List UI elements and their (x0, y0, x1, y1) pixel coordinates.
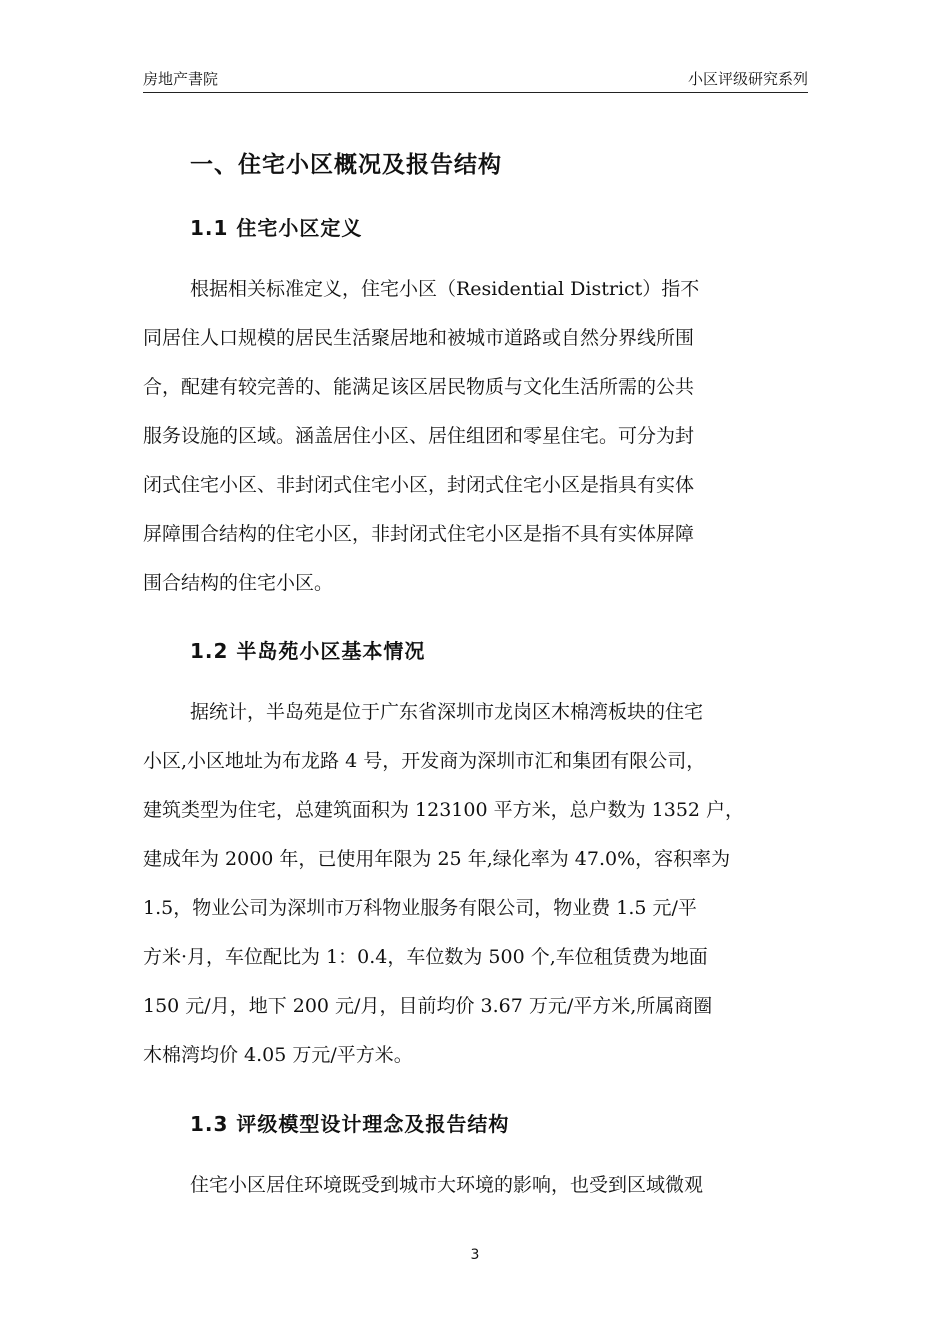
header-series: 小区评级研究系列 (687, 70, 808, 88)
paragraph-line: 150 元/月，地下 200 元/月，目前均价 3.67 万元/平方米,所属商圈 (143, 995, 713, 1017)
header-publisher: 房地产書院 (143, 70, 219, 88)
paragraph-line: 方米·月，车位配比为 1：0.4，车位数为 500 个,车位租赁费为地面 (143, 946, 708, 968)
paragraph-line: 据统计，半岛苑是位于广东省深圳市龙岗区木棉湾板块的住宅 (190, 701, 704, 723)
section-title: 一、住宅小区概况及报告结构 (190, 152, 502, 178)
paragraph-line: 同居住人口规模的居民生活聚居地和被城市道路或自然分界线所围 (143, 327, 695, 349)
page-number: 3 (470, 1247, 480, 1263)
paragraph-line: 建成年为 2000 年，已使用年限为 25 年,绿化率为 47.0%，容积率为 (143, 848, 731, 870)
paragraph-line: 合，配建有较完善的、能满足该区居民物质与文化生活所需的公共 (143, 376, 695, 398)
paragraph-line: 住宅小区居住环境既受到城市大环境的影响，也受到区域微观 (190, 1174, 704, 1196)
paragraph-line: 建筑类型为住宅，总建筑面积为 123100 平方米，总户数为 1352 户， (143, 799, 745, 821)
page-header (143, 66, 808, 93)
paragraph-line: 木棉湾均价 4.05 万元/平方米。 (143, 1044, 413, 1066)
subsection-title-1-1: 1.1 住宅小区定义 (190, 216, 363, 240)
paragraph-line: 闭式住宅小区、非封闭式住宅小区，封闭式住宅小区是指具有实体 (143, 474, 695, 496)
paragraph-line: 屏障围合结构的住宅小区，非封闭式住宅小区是指不具有实体屏障 (143, 523, 695, 545)
paragraph-line: 围合结构的住宅小区。 (143, 572, 334, 594)
paragraph-line: 根据相关标准定义，住宅小区（Residential District）指不 (190, 278, 700, 300)
paragraph-line: 小区,小区地址为布龙路 4 号，开发商为深圳市汇和集团有限公司， (143, 750, 706, 772)
subsection-title-1-2: 1.2 半岛苑小区基本情况 (190, 639, 426, 663)
paragraph-line: 1.5，物业公司为深圳市万科物业服务有限公司，物业费 1.5 元/平 (143, 897, 697, 919)
subsection-title-1-3: 1.3 评级模型设计理念及报告结构 (190, 1112, 510, 1136)
paragraph-line: 服务设施的区域。涵盖居住小区、居住组团和零星住宅。可分为封 (143, 425, 695, 447)
